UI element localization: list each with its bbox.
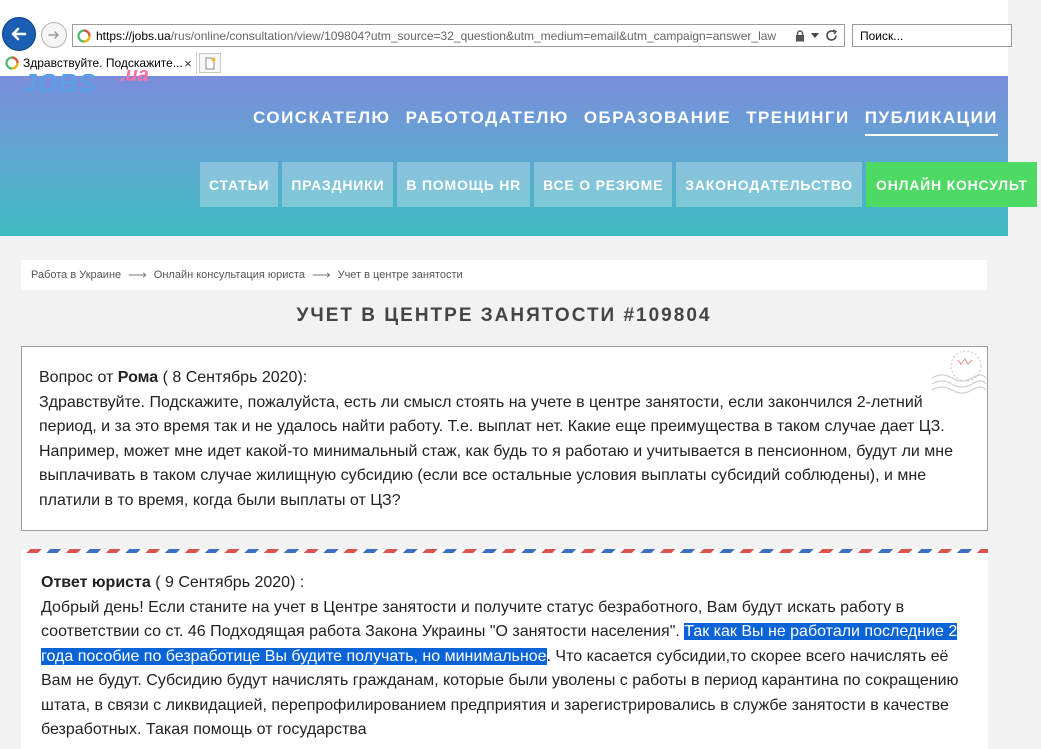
sub-nav-item[interactable]: ПРАЗДНИКИ xyxy=(282,162,393,207)
main-nav xyxy=(253,108,1013,136)
sub-nav-item[interactable]: ЗАКОНОДАТЕЛЬСТВО xyxy=(676,162,862,207)
forward-button[interactable] xyxy=(41,22,67,48)
tab-favicon-icon xyxy=(5,56,19,70)
breadcrumb-link[interactable]: Работа в Украине xyxy=(31,269,122,281)
breadcrumb-separator: ⟶ xyxy=(311,267,331,282)
logo-text: JOBS xyxy=(22,68,97,98)
answer-text-after: . Что касается субсидии,то скорее всего начислять её Вам не будут. Субсидию будут начислять гражданам, которые были уволены с работы в период карантина по сокращению штата, в связи с ликвидацией, перепрофилированием предприятия и зарегистрировались в службе занятости в качестве безработных. Такая помощь от государства xyxy=(41,647,959,738)
question-date: ( 8 Сентябрь 2020): xyxy=(158,369,308,386)
site-logo[interactable] xyxy=(20,64,160,98)
new-tab-icon xyxy=(204,57,216,70)
sub-nav xyxy=(200,162,1041,207)
breadcrumb-current: Учет в центре занятости xyxy=(337,269,463,281)
answer-author: Ответ юриста xyxy=(41,574,151,591)
question-header xyxy=(39,366,970,391)
answer-date: ( 9 Сентябрь 2020) : xyxy=(150,574,305,591)
answer-text-before: Добрый день! Если станите на учет в Центре занятости и получите статус безработного, Вам будут искать работу в соответствии со ст. 46 Подходящая работа Закона Украины "О занятости населения". xyxy=(41,598,905,640)
browser-chrome xyxy=(0,0,1008,76)
new-tab-button[interactable] xyxy=(199,53,221,73)
main-nav-item[interactable]: СОИСКАТЕЛЮ xyxy=(253,108,391,127)
postmark-stamp-icon xyxy=(928,348,986,406)
arrow-right-icon xyxy=(47,28,61,42)
selected-text[interactable]: Так как Вы не работали последние 2 года пособие по безработице Вы будите получать, но минимальное xyxy=(41,623,958,665)
answer-header xyxy=(41,571,970,596)
arrow-left-icon xyxy=(9,24,29,44)
url-domain: https://jobs.ua xyxy=(96,28,171,43)
question-card xyxy=(21,346,988,531)
address-bar[interactable] xyxy=(72,24,845,47)
page-title: УЧЕТ В ЦЕНТРЕ ЗАНЯТОСТИ #109804 xyxy=(296,305,712,326)
breadcrumb xyxy=(21,260,987,290)
sub-nav-item[interactable]: ВСЕ О РЕЗЮМЕ xyxy=(534,162,672,207)
main-nav-item[interactable]: РАБОТОДАТЕЛЮ xyxy=(405,108,569,127)
sub-nav-item-active[interactable]: ОНЛАЙН КОНСУЛЬТ xyxy=(866,162,1037,207)
answer-card xyxy=(21,549,988,749)
tab-title: Здравствуйте. Подскажите... xyxy=(23,56,183,70)
sub-nav-item[interactable]: В ПОМОЩЬ HR xyxy=(397,162,530,207)
sub-nav-item[interactable]: СТАТЬИ xyxy=(200,162,278,207)
breadcrumb-separator: ⟶ xyxy=(128,267,147,282)
logo-suffix: .ua xyxy=(120,64,149,86)
url-text[interactable] xyxy=(96,29,789,43)
question-author: Рома xyxy=(117,369,159,386)
breadcrumb-link[interactable]: Онлайн консультация юриста xyxy=(153,269,305,281)
site-favicon-icon xyxy=(77,29,91,43)
site-header xyxy=(0,64,1028,236)
dropdown-arrow-icon[interactable] xyxy=(811,33,819,39)
lock-icon[interactable] xyxy=(795,30,805,42)
question-prefix: Вопрос от xyxy=(39,369,118,386)
tab-close-icon[interactable]: × xyxy=(184,55,192,71)
back-button[interactable] xyxy=(2,17,36,51)
search-input[interactable]: Поиск... xyxy=(852,24,1012,47)
main-nav-item[interactable]: ТРЕНИНГИ xyxy=(746,108,850,127)
question-text: Здравствуйте. Подскажите, пожалуйста, есть ли смысл стоять на учете в центре занятости, если закончился 2-летний период, и за это время так и не удалось найти работу. Т.е. выплат нет. Какие еще преимущества в таком случае дает ЦЗ. Например, может мне идет какой-то минимальный стаж, как будь то я работаю и учитывается в пенсионном, будут ли мне выплачивать в таком случае жилищную субсидию (если все остальные условия выплаты субсидий соблюдены), и мне платили в то время, когда были выплаты от ЦЗ? xyxy=(39,393,954,509)
refresh-icon[interactable] xyxy=(825,29,838,42)
main-nav-item[interactable]: ОБРАЗОВАНИЕ xyxy=(583,108,732,127)
main-nav-item-active[interactable]: ПУБЛИКАЦИИ xyxy=(865,108,998,136)
url-path: /rus/online/consultation/view/109804?utm_source=32_question&utm_medium=email&utm_campaign=answer_law xyxy=(170,28,777,43)
answer-text xyxy=(41,596,970,743)
airmail-border xyxy=(21,549,988,553)
